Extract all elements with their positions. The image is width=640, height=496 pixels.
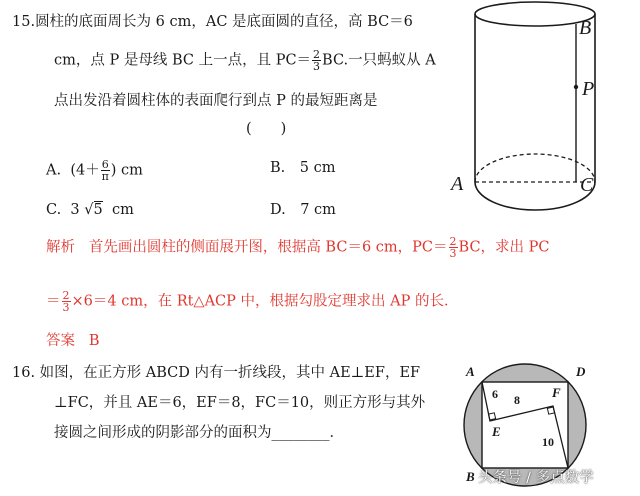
q15-answer-blank: ( ) bbox=[246, 121, 287, 137]
watermark: 头条号 / 多点数学 bbox=[478, 470, 594, 486]
q15-line2 bbox=[54, 49, 436, 72]
q15-answer bbox=[46, 332, 99, 350]
answer-label: 答案 bbox=[46, 333, 75, 349]
q16-line1 bbox=[12, 364, 420, 382]
option-a-fraction: $\frac{6}{\pi}$ bbox=[101, 158, 109, 183]
q15-text-line1: 圆柱的底面周长为 6 cm，AC 是底面圆的直径，高 BC＝6 bbox=[35, 14, 413, 30]
q15-fraction: $\frac{2}{3}$ bbox=[313, 48, 321, 73]
q16-line3: 接圆之间形成的阴影部分的面积为________． bbox=[54, 425, 344, 441]
cylinder-bottom-back-arc bbox=[475, 154, 595, 182]
analysis-label: 解析 bbox=[46, 239, 75, 256]
sqrt-sign: √ bbox=[84, 202, 94, 218]
analysis-fraction-1: $\frac{2}{3}$ bbox=[449, 235, 457, 260]
q15-option-c: C. 3 √5 cm bbox=[46, 202, 134, 218]
q15-text-line3: 点出发沿着圆柱体的表面爬行到点 P 的最短距离是 bbox=[54, 93, 378, 109]
q16-number: 16. bbox=[12, 365, 36, 381]
q15-number: 15. bbox=[12, 14, 36, 30]
label-sq-d: D bbox=[576, 364, 586, 379]
analysis-fraction-2: $\frac{2}{3}$ bbox=[62, 289, 70, 314]
label-eight: 8 bbox=[514, 393, 520, 407]
label-sq-a: A bbox=[466, 364, 475, 379]
q15-line3 bbox=[54, 92, 377, 110]
label-a: A bbox=[451, 173, 464, 195]
label-ten: 10 bbox=[542, 435, 554, 449]
label-c: C bbox=[580, 174, 594, 196]
q15-text-line2b: BC.一只蚂蚁从 A bbox=[322, 52, 436, 69]
q16-text-line1: 如图，在正方形 ABCD 内有一折线段，其中 AE⊥EF，EF bbox=[39, 365, 421, 381]
label-b: B bbox=[579, 17, 592, 39]
q15-option-a: A. (4＋ $\frac{6}{\pi}$ ) cm bbox=[46, 158, 143, 183]
label-six: 6 bbox=[492, 387, 498, 401]
label-sq-b: B bbox=[466, 469, 475, 484]
q15-text-line2a: cm，点 P 是母线 BC 上一点，且 PC＝ bbox=[54, 52, 312, 69]
q15-analysis-line1: 解析 首先画出圆柱的侧面展开图，根据高 BC＝6 cm，PC＝ $\frac{2}{3}$ BC，求出 PC bbox=[46, 235, 550, 260]
label-p: P bbox=[582, 78, 595, 100]
label-sq-f: F bbox=[552, 385, 561, 400]
cylinder-top-ellipse bbox=[475, 2, 595, 26]
q15-line1 bbox=[12, 13, 413, 31]
label-sq-e: E bbox=[492, 424, 501, 439]
q15-analysis-line2: ＝ $\frac{2}{3}$ ×6＝4 cm，在 Rt△ACP 中，根据勾股定理求出 AP 的长． bbox=[46, 289, 459, 314]
q16-line2: ⊥FC，并且 AE＝6，EF＝8，FC＝10，则正方形与其外 bbox=[54, 395, 426, 411]
answer-value: B bbox=[88, 333, 100, 349]
q15-option-b: B. 5 cm bbox=[270, 160, 336, 176]
cylinder-figure bbox=[440, 0, 640, 230]
point-p-dot bbox=[574, 85, 578, 89]
q15-option-d: D. 7 cm bbox=[270, 202, 336, 218]
cylinder-bottom-front-arc bbox=[475, 182, 595, 210]
